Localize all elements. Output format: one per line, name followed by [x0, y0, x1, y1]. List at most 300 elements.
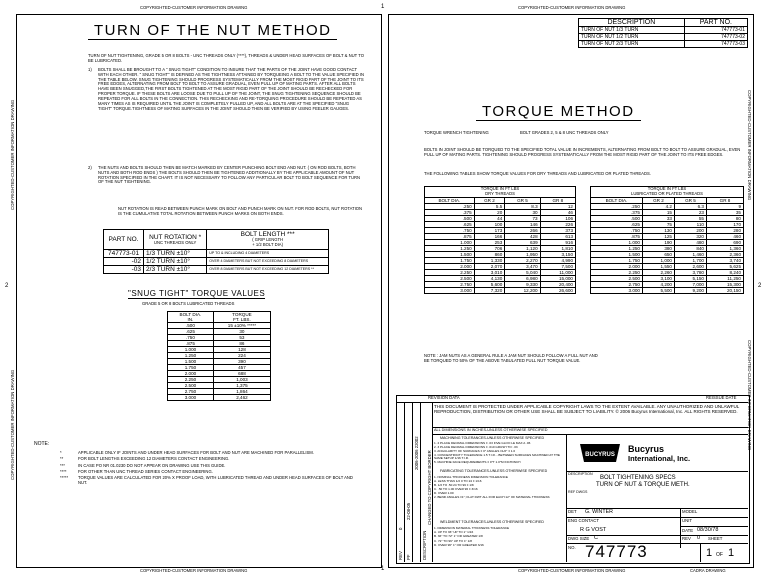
dry-cell: 9,330: [505, 281, 540, 287]
lub-cell: .625: [591, 221, 643, 227]
lub-cell: 2.250: [591, 269, 643, 275]
rot-header-length-sub2: + 1/2 BOLT DIA): [252, 242, 283, 247]
snug-header-torque: [213, 312, 270, 323]
rot-part: -02: [104, 258, 144, 266]
note-text: IN CASE PO NR 01.0230 DO NOT APPEAR ON DRAWING USE THIS GUIDE.: [78, 462, 226, 468]
snug-header-dia-unit: IN.: [187, 317, 194, 322]
lub-cell: 650: [642, 251, 674, 257]
lub-cell: .250: [591, 203, 643, 209]
para2-number: 2): [88, 165, 92, 170]
dry-cell: 3,010: [474, 269, 505, 275]
dry-torque-table: [424, 197, 576, 294]
description-line1: BOLT TIGHTENING SPECS: [600, 475, 676, 481]
snug-tight-subtitle: GRADE 5 OR 8 BOLTS LUBRICATED THREADS: [142, 301, 235, 306]
rev-description-label: DESCRIPTION: [422, 530, 427, 560]
lub-cell: 690: [706, 239, 743, 245]
no-label: NO.: [568, 545, 576, 550]
dry-cell: 428: [505, 233, 540, 239]
dry-cell: 166: [474, 233, 505, 239]
copyright-header-right: COPYRIGHTED-CUSTOMER INFORMATION DRAWING: [518, 5, 626, 10]
tolerance-line: C. .50 TO 1.00 OVER 96 ± 3/16: [434, 487, 478, 492]
dry-cell: 2.000: [425, 263, 475, 269]
lub-header-cell: BOLT DIA.: [591, 197, 643, 203]
lub-cell: 170: [706, 221, 743, 227]
bucyrus-logo: [576, 440, 624, 466]
para1-text: BOLTS SHALL BE BROUGHT TO A " SNUG TIGHT" CONDITION TO INSURE THAT THE PARTS OF THE JOINT HAVE GOOD CONTACT WITH EACH OTHER. " SNUG TIGHT" IS DEFINED AS THE TIGHTNESS ATTAINED BY TORQUEING A BOLT TO THE VALUE SPECIFIED IN THE TABLE BELOW. SNUG TIGHTENING SHOULD PROGRESS SYSTEMATICALLY FROM THE MOST RIGID PART OF THE JOINT TO ITS FREE EDGES, ALTERNATING FROM BOLT TO BOLT TO ASSURE GRADUAL, EVEN PULL UP OF MATING PARTS. AFTER ALL BOLTS HAVE BEEN SNUGGED,THE FIRST BOLTS TIGHTENED AT THE MOST RIGID PART OF THE JOINT SHOULD BE RECHECKED FOR PROPER TORQUE. IF THESE BOLTS ARE LOOSE DUE TO PULL UP OF THE JOINT, THE SNUG TIGHTENING SEQUENCE SHOULD BE REPEATED FOR ALL BOLTS IN THE CONNECTION. THIS RECHECKING AND RE-TORQUING PROCEDURE SHOULD BE REPEATED AS MANY TIMES AS IS REQUIRED UNTIL THE JOINT IS COMPLETELY PULLED UP, AND ALL BOLTS ARE AT THE SPECIFIED "SNUG TIGHT" TORQUE.TIGHTNESS OF MATING SURFACES IN THE JOINT SHOULD THEN BE VERIFIED BY USING FEELER GAUGES.: [98, 67, 364, 111]
lub-cell: 33: [642, 215, 674, 221]
snug-torque: 86: [213, 341, 270, 347]
dims-in-inches: ALL DIMENSIONS IN INCHES-UNLESS OTHERWISE SPECIFIED: [434, 428, 548, 432]
lub-title: [590, 186, 744, 197]
lub-cell: 1,000: [642, 257, 674, 263]
lub-cell: 20,150: [706, 287, 743, 293]
dry-cell: 1,330: [474, 257, 505, 263]
lub-cell: 2,600: [674, 263, 706, 269]
dry-cell: 6,980: [505, 275, 540, 281]
snug-dia: 2.500: [168, 383, 214, 389]
dry-cell: 7,500: [540, 263, 575, 269]
lub-cell: 1.500: [591, 251, 643, 257]
note-mark: ***: [60, 462, 65, 468]
dry-cell: .250: [425, 203, 475, 209]
rot-header-length-label: BOLT LENGTH ***: [240, 231, 295, 239]
snug-tight-title: "SNUG TIGHT" TORQUE VALUES: [128, 289, 266, 298]
lub-cell: .375: [591, 209, 643, 215]
note-item: [60, 457, 360, 462]
dry-cell: 373: [540, 227, 575, 233]
dry-header-cell: GR 5: [505, 197, 540, 203]
snug-dia: 1.500: [168, 359, 214, 365]
dry-cell: 20: [474, 209, 505, 215]
rot-header-length: [207, 230, 329, 250]
side-copyright-left-2: COPYRIGHTED-CUSTOMER INFORMATION DRAWING: [10, 369, 15, 480]
tb-vline-2: [700, 543, 701, 562]
rot-length: OVER 4 DIAMETERS BUT NOT EXCEEDING 8 DIAMETERS: [207, 258, 329, 266]
zone-mark-right: 2: [758, 283, 762, 289]
snug-torque: 128: [213, 347, 270, 353]
dry-cell: 15,000: [540, 275, 575, 281]
lub-cell: 4,200: [642, 281, 674, 287]
snug-torque: 30: [213, 329, 270, 335]
table-row: [579, 27, 748, 34]
note-text: APPLICABLE ONLY IF JOINTS AND UNDER HEAD SURFACES FOR BOLT AND NUT ARE MACHINED FOR PARALLELISM.: [78, 450, 314, 455]
ref-dwgs-label: REF DWGS: [568, 490, 588, 494]
lub-cell: 2.750: [591, 281, 643, 287]
dry-cell: 1.000: [425, 239, 475, 245]
tolerance-line: 1. 2 PLACE DECIMAL DIMENSIONS ± .03 FIVE GLOO LE MAX A .06: [434, 441, 531, 445]
rev-col-label: REV: [398, 551, 403, 560]
lub-cell: 1,360: [706, 245, 743, 251]
table-row: [104, 250, 329, 258]
dry-title-1: TORQUE IN FT LBS: [480, 186, 520, 191]
revision-data-label: REVISION DATA: [428, 395, 460, 400]
zone-mark-top: 1: [381, 4, 385, 10]
dry-cell: 5.5: [474, 203, 505, 209]
table-row: [579, 34, 748, 41]
unit-label: UNIT: [682, 518, 693, 523]
lub-header-cell: GR 5: [674, 197, 706, 203]
dry-cell: 173: [474, 227, 505, 233]
weldment-title: WELDMENT TOLERANCES-UNLESS OTHERWISE SPECIFIED: [440, 520, 544, 524]
lub-cell: 3,780: [674, 269, 706, 275]
company-name: Bucyrus: [628, 444, 665, 454]
snug-dia: 1.250: [168, 353, 214, 359]
snug-torque: 1,003: [213, 377, 270, 383]
snug-header-dia-label: BOLT DIA.: [179, 312, 202, 317]
dry-cell: 916: [540, 239, 575, 245]
dry-cell: .500: [425, 215, 475, 221]
sheet-number: 1: [706, 547, 713, 559]
lub-cell: 9,200: [674, 287, 706, 293]
lubricated-torque-table: [590, 197, 744, 294]
sheet-of-label: OF: [716, 552, 723, 558]
para1-number: 1): [88, 67, 92, 72]
dry-cell: 26,600: [540, 287, 575, 293]
lub-cell: 9: [706, 203, 743, 209]
dry-header-cell: BOLT DIA.: [425, 197, 475, 203]
reissue-date-label: REISSUE DATE: [706, 395, 737, 400]
dry-cell: 11,000: [540, 269, 575, 275]
lub-cell: 7,000: [674, 281, 706, 287]
lub-title-2: LUBRICATED OR PLATED THREADS: [631, 190, 703, 196]
desc-cell: TURN OF NUT 1/2 TURN: [579, 34, 685, 41]
rot-part: -03: [104, 266, 144, 274]
note-item: [60, 476, 360, 486]
rot-length: OVER 8 DIAMETERS BUT NOT EXCEEDING 12 DIAMETERS **: [207, 266, 329, 274]
lub-cell: 80: [706, 215, 743, 221]
lub-cell: 23: [674, 209, 706, 215]
description-line2: TURN OF NUT & TORQUE METH.: [596, 482, 690, 488]
table-row: [104, 258, 329, 266]
note-text: FOR OTHER THAN UNC THREAD SERIES CONTACT ENGINEERING.: [78, 468, 213, 474]
company-name-2: International, Inc.: [628, 454, 691, 463]
lub-cell: 6.3: [674, 203, 706, 209]
model-label: MODEL: [682, 509, 698, 514]
lub-cell: 5,500: [642, 287, 674, 293]
snug-torque: 1,864: [213, 389, 270, 395]
lub-cell: 280: [706, 227, 743, 233]
note-mark: *: [60, 450, 62, 455]
date-value: 08/30/78: [697, 527, 719, 533]
note-text: FOR BOLT LENGTHS EXCEEDING 12 DIAMETERS CONTACT ENGINEERING.: [78, 456, 230, 462]
lub-cell: 11,250: [706, 275, 743, 281]
drawing-number: 747773: [585, 542, 648, 561]
machining-title: MACHINING TOLERANCES-UNLESS OTHERWISE SPECIFIED: [440, 436, 545, 440]
lub-cell: 2.000: [591, 263, 643, 269]
dry-cell: 3.000: [425, 287, 475, 293]
lub-cell: 1,550: [642, 263, 674, 269]
lub-cell: 480: [674, 239, 706, 245]
dry-torque-block: [424, 186, 576, 294]
copyright-footer-right: COPYRIGHTED-CUSTOMER INFORMATION DRAWING: [518, 568, 626, 573]
dry-cell: 5,040: [505, 269, 540, 275]
snug-dia: 2.000: [168, 371, 214, 377]
torque-para1: BOLTS IN JOINT SHOULD BE TORQUED TO THE SPECIFIED TOTAL VALUE IN INCREMENTS, ALTERNATING FROM BOLT TO BOLT TO ASSURE GRADUAL, EVEN PULL UP OF MATING PARTS. TIGHTENING SHOULD PROGRESS SYSTEMATICALLY FROM THE MOST RIGID PART OF THE JOINT TO ITS FREE EDGES.: [424, 147, 741, 157]
dry-cell: 46: [540, 209, 575, 215]
side-copyright-left-1: COPYRIGHTED-CUSTOMER INFORMATION DRAWING: [10, 99, 15, 210]
lub-cell: 3.000: [591, 287, 643, 293]
lub-cell: 4.2: [642, 203, 674, 209]
lub-cell: 840: [674, 245, 706, 251]
torque-para2: THE FOLLOWING TABLES SHOW TORQUE VALUES FOR DRY THREADS AND LUBRICATED OR PLATED THREADS.: [424, 171, 651, 176]
snug-dia: 2.250: [168, 377, 214, 383]
note-text: TORQUE VALUES ARE CALCULATED FOR 20% X PROOF LOAD, WITH LUBRICATED THREAD AND UNDER HEAD SURFACES OF BOLT AND NUT.: [78, 475, 353, 486]
dry-cell: 2,070: [474, 263, 505, 269]
dry-cell: 1,950: [505, 251, 540, 257]
dwg-size-value: C: [594, 535, 598, 541]
turn-of-nut-intro: TURN OF NUT TIGHTENING, GRADE 5 OR 8 BOLTS - UNC THREADS ONLY (****), THREADS & UNDER HEAD SURFACES OF BOLT & NUT TO BE LUBRICATED.: [88, 53, 364, 63]
snug-tight-table: [167, 311, 271, 401]
dry-cell: 860: [474, 251, 505, 257]
lub-cell: 3,100: [642, 275, 674, 281]
lub-header-cell: GR 2: [642, 197, 674, 203]
note-item: [60, 451, 360, 456]
dry-cell: 253: [474, 239, 505, 245]
notes-list: [60, 451, 360, 487]
lub-cell: 8,240: [706, 269, 743, 275]
snug-header-torque-unit: FT. LBS.: [233, 317, 251, 322]
snug-dia: 2.750: [168, 389, 214, 395]
lub-cell: 1,460: [674, 251, 706, 257]
tolerance-line: A. UP TO 36" UP TO 1" 1/16: [434, 530, 474, 535]
lub-cell: 2.500: [591, 275, 643, 281]
rev-changed-to: CHANGED TO COPYRIGHT BORDER: [427, 450, 432, 525]
snug-dia: 1.750: [168, 365, 214, 371]
rev-label: REV: [682, 536, 691, 541]
snug-torque: 457: [213, 365, 270, 371]
cadra-label: CADRA DRAWING: [690, 568, 726, 573]
rot-value: 1/3 TURN ±10°: [144, 250, 207, 258]
dry-cell: 7,320: [474, 287, 505, 293]
lub-cell: 5,150: [674, 275, 706, 281]
part-description-table: [578, 18, 748, 48]
dry-cell: 5,600: [474, 281, 505, 287]
lub-cell: 200: [674, 227, 706, 233]
desc-header-description: DESCRIPTION: [579, 19, 685, 27]
dry-cell: 226: [540, 221, 575, 227]
dry-cell: 4,130: [474, 275, 505, 281]
snug-torque: 1,375: [213, 383, 270, 389]
tolerance-line: B. 36" TO 72" 1" OR GREATER 1/8: [434, 534, 483, 539]
lub-cell: 2,360: [706, 251, 743, 257]
dry-cell: 2.250: [425, 269, 475, 275]
rot-header-part: PART NO.: [104, 230, 144, 250]
tolerance-line: C. 72" TO 96" UP TO 1" 1/8: [434, 538, 472, 543]
lub-cell: 110: [674, 221, 706, 227]
dry-cell: .625: [425, 221, 475, 227]
sheet-total: 1: [728, 547, 735, 559]
tolerance-line: B. 1/2 TO .50 24 TO 96 ± 1/8: [434, 483, 474, 488]
tolerance-line: 5. MACHINE FACE REQUIREMENTS ± 0°T 1.0°M INCH/INCH: [434, 460, 521, 465]
lub-cell: 125: [642, 233, 674, 239]
lubricated-torque-block: [590, 186, 744, 294]
dry-header-cell: GR 2: [474, 197, 505, 203]
dry-cell: 73: [505, 215, 540, 221]
snug-torque: 15 ±10% *****: [213, 323, 270, 329]
part-cell: 747773-02: [684, 34, 747, 41]
rot-header-rotation-sub: UNC THREADS ONLY: [153, 239, 197, 245]
dry-cell: 8.3: [505, 203, 540, 209]
lub-cell: 15: [642, 209, 674, 215]
nut-rotation-table: [103, 229, 329, 274]
rot-part: 747773-01: [104, 250, 144, 258]
table-row: [591, 287, 744, 293]
lub-title-1: TORQUE IN FT LBS: [647, 186, 687, 191]
dry-cell: 2.750: [425, 281, 475, 287]
dry-cell: 1,810: [540, 245, 575, 251]
dry-cell: 106: [540, 215, 575, 221]
copyright-header-left: COPYRIGHTED-CUSTOMER INFORMATION DRAWING: [140, 5, 248, 10]
rot-header-length-sub1: ( GRIP LENGTH: [252, 237, 284, 243]
dry-cell: 12,200: [505, 287, 540, 293]
lub-cell: 15,300: [706, 281, 743, 287]
tolerance-line: 2. BEND ANGLES ±1°; FLAT DWT ALL FOR EACH 12" OF MATERIAL THICKNESS: [434, 495, 550, 500]
lub-cell: 1.750: [591, 257, 643, 263]
dry-cell: .375: [425, 209, 475, 215]
lub-cell: .875: [591, 233, 643, 239]
side-copyright-right-1: COPYRIGHTED-CUSTOMER INFORMATION DRAWING: [747, 90, 752, 201]
date-label: DATE: [682, 528, 694, 533]
dry-cell: 613: [540, 233, 575, 239]
tolerance-line: D. OVER 1.00: [434, 491, 454, 496]
table-row: [104, 266, 329, 274]
dry-cell: 266: [505, 227, 540, 233]
dwg-size-label: DWG SIZE: [568, 536, 590, 541]
dry-title: [424, 186, 576, 197]
det-label: DET: [568, 509, 577, 514]
tb-vline-1: [680, 508, 681, 548]
fabricating-lines: [434, 475, 564, 499]
zone-mark-bottom: 1: [381, 566, 385, 572]
para2-text: THE NUTS AND BOLTS SHOULD THEN BE MATCH MARKED BY CENTER PUNCHING BOLT END AND NUT. ( ON ROD BOLTS, BOTH NUTS AND BOTH ROD ENDS ) THE BOLTS SHOULD THEN BE TIGHTENED ADDITIONALLY BY THE APPLICABLE AMOUNT OF NUT ROTATION SPECIFIED IN THE CHART. IT IS NOT NECESSARY TO FOLLOW ANY PARTICULAR BOLT TO BOLT SEQUENCE FOR TURN OF THE NUT TIGHTENING.: [98, 165, 361, 185]
dry-cell: 20,400: [540, 281, 575, 287]
dry-cell: 100: [474, 221, 505, 227]
rev-pf-value: PF: [406, 554, 411, 560]
turn-of-nut-title: TURN OF THE NUT METHOD: [88, 22, 337, 40]
dry-cell: 1.500: [425, 251, 475, 257]
svg-text:BUCYRUS: BUCYRUS: [585, 452, 615, 458]
rot-value: 2/3 TURN ±10°: [144, 266, 207, 274]
copyright-notice: THIS DOCUMENT IS PROTECTED UNDER APPLICABLE COPYRIGHT LAWS TO THE EXTENT AVAILABLE. ANY UNAUTHORIZED AND UNLAWFUL REPRODUCTION, DISTRIBUTION OR OTHER USE SHALL BE SUBJECT TO LIABILITY. © 2006 Bucyrus International, Inc. ALL RIGHTS RESERVED.: [434, 404, 740, 415]
lub-cell: 55: [674, 215, 706, 221]
zone-mark-left: 2: [5, 283, 9, 289]
snug-dia: .875: [168, 341, 214, 347]
title-block-divider: [396, 402, 748, 403]
rev-col-line-1: [404, 402, 405, 562]
rotation-note: NUT ROTATION IS READ BETWEEN PUNCH MARK ON BOLT AND PUNCH MARK ON NUT. FOR ROD BOLTS, NUT ROTATION IS THE CUMULATIVE TOTAL ROTATION BETWEEN PUNCH MARKS ON BOTH ENDS.: [118, 206, 363, 216]
tolerance-line: A. LESS THAN 1/2 0 TO 24 ± 1/16: [434, 479, 482, 484]
torque-wrench-line: TORQUE WRENCH TIGHTENING: [424, 130, 489, 135]
lub-header-cell: GR 8: [706, 197, 743, 203]
lub-cell: 460: [706, 233, 743, 239]
rev-col-line-2: [412, 402, 413, 562]
rot-header-rotation: [144, 230, 207, 250]
note-mark: ****: [60, 468, 67, 474]
snug-dia: .500: [168, 323, 214, 329]
snug-header-dia: [168, 312, 214, 323]
note-item: [60, 470, 360, 475]
snug-dia: .750: [168, 335, 214, 341]
eng-contact-label: ENG CONTACT: [568, 518, 599, 523]
rev-value: 0: [697, 535, 701, 541]
rev-col-value: 0: [398, 527, 403, 530]
dry-cell: 639: [505, 239, 540, 245]
tolerance-line: 4. CONCENTRICITY TOLERANCE 1.5 T.I.R. - BETWEEN SURFACES MACHINED AT THE SAME SETUP 1/16 T.I.R.: [434, 452, 560, 461]
dry-header-cell: GR 8: [540, 197, 575, 203]
dry-cell: .875: [425, 233, 475, 239]
table-row: [425, 287, 576, 293]
rot-value: 1/2 TURN ±10°: [144, 258, 207, 266]
dry-cell: 30: [505, 209, 540, 215]
note-mark: *****: [60, 475, 69, 481]
lub-cell: 190: [642, 239, 674, 245]
fabricating-title: FABRICATING TOLERANCES-UNLESS OTHERWISE SPECIFIED: [440, 469, 548, 473]
lub-cell: .500: [591, 215, 643, 221]
snug-torque: 53: [213, 335, 270, 341]
side-copyright-right-2: COPYRIGHTED-CUSTOMER INFORMATION DRAWING: [747, 340, 752, 451]
lub-cell: 320: [674, 233, 706, 239]
snug-dia: 1.000: [168, 347, 214, 353]
sheet-label: SHEET: [708, 536, 723, 541]
desc-header-part: PART NO.: [684, 19, 747, 27]
snug-torque: 688: [213, 371, 270, 377]
part-cell: 747773-03: [684, 41, 747, 48]
tb-line-3: [566, 471, 748, 472]
snug-torque: 224: [213, 353, 270, 359]
snug-dia: 3.000: [168, 395, 214, 401]
tolerance-line: 3. ANGULARITY OF SURFACES ± 0° ANGLES ±1/2° ± 1.0: [434, 448, 516, 453]
lub-cell: 1.250: [591, 245, 643, 251]
dry-cell: 1,120: [505, 245, 540, 251]
dry-cell: 3,470: [505, 263, 540, 269]
dry-cell: 3,150: [540, 251, 575, 257]
dry-cell: 4,990: [540, 257, 575, 263]
lub-cell: .750: [591, 227, 643, 233]
snug-torque: 390: [213, 359, 270, 365]
dry-cell: 2,270: [505, 257, 540, 263]
dry-cell: 146: [505, 221, 540, 227]
rev-col-line-3: [420, 402, 421, 562]
dry-cell: 1.750: [425, 257, 475, 263]
machining-lines: [434, 442, 564, 465]
dry-cell: 2.500: [425, 275, 475, 281]
lub-cell: 130: [642, 227, 674, 233]
rev-dd-value: 2006-2006 22002: [414, 436, 419, 470]
dry-cell: 12: [540, 203, 575, 209]
snug-torque: 2,462: [213, 395, 270, 401]
desc-cell: TURN OF NUT 1/3 TURN: [579, 27, 685, 34]
weldment-lines: [434, 526, 564, 547]
notes-title: NOTE:: [34, 441, 50, 447]
table-row: [168, 395, 271, 401]
dry-cell: 44: [474, 215, 505, 221]
bucyrus-logo-icon: [576, 440, 624, 466]
snug-dia: .625: [168, 329, 214, 335]
rev-date-value: 22-08-05: [406, 502, 411, 520]
tolerance-line: 1. NOMINAL THICKNESS DIMENSION TOLERANCE: [434, 475, 508, 479]
bolt-grades-line: BOLT GRADES 2, 5 & 8 UNC THREADS ONLY: [520, 130, 609, 135]
tolerance-line: 2. 3 PLACE DECIMAL DIMENSIONS ± .010 GRUSH TO: .03: [434, 444, 518, 449]
lub-cell: 75: [642, 221, 674, 227]
det-name: G. WINTER: [585, 509, 613, 515]
desc-cell: TURN OF NUT 2/3 TURN: [579, 41, 685, 48]
lub-cell: 1,700: [674, 257, 706, 263]
rot-header-rotation-label: NUT ROTATION *: [149, 233, 202, 241]
lub-cell: 3,740: [706, 257, 743, 263]
eng-contact-name: R G VOST: [580, 527, 607, 533]
lub-cell: 1.000: [591, 239, 643, 245]
copyright-footer-left: COPYRIGHTED-CUSTOMER INFORMATION DRAWING: [140, 568, 248, 573]
